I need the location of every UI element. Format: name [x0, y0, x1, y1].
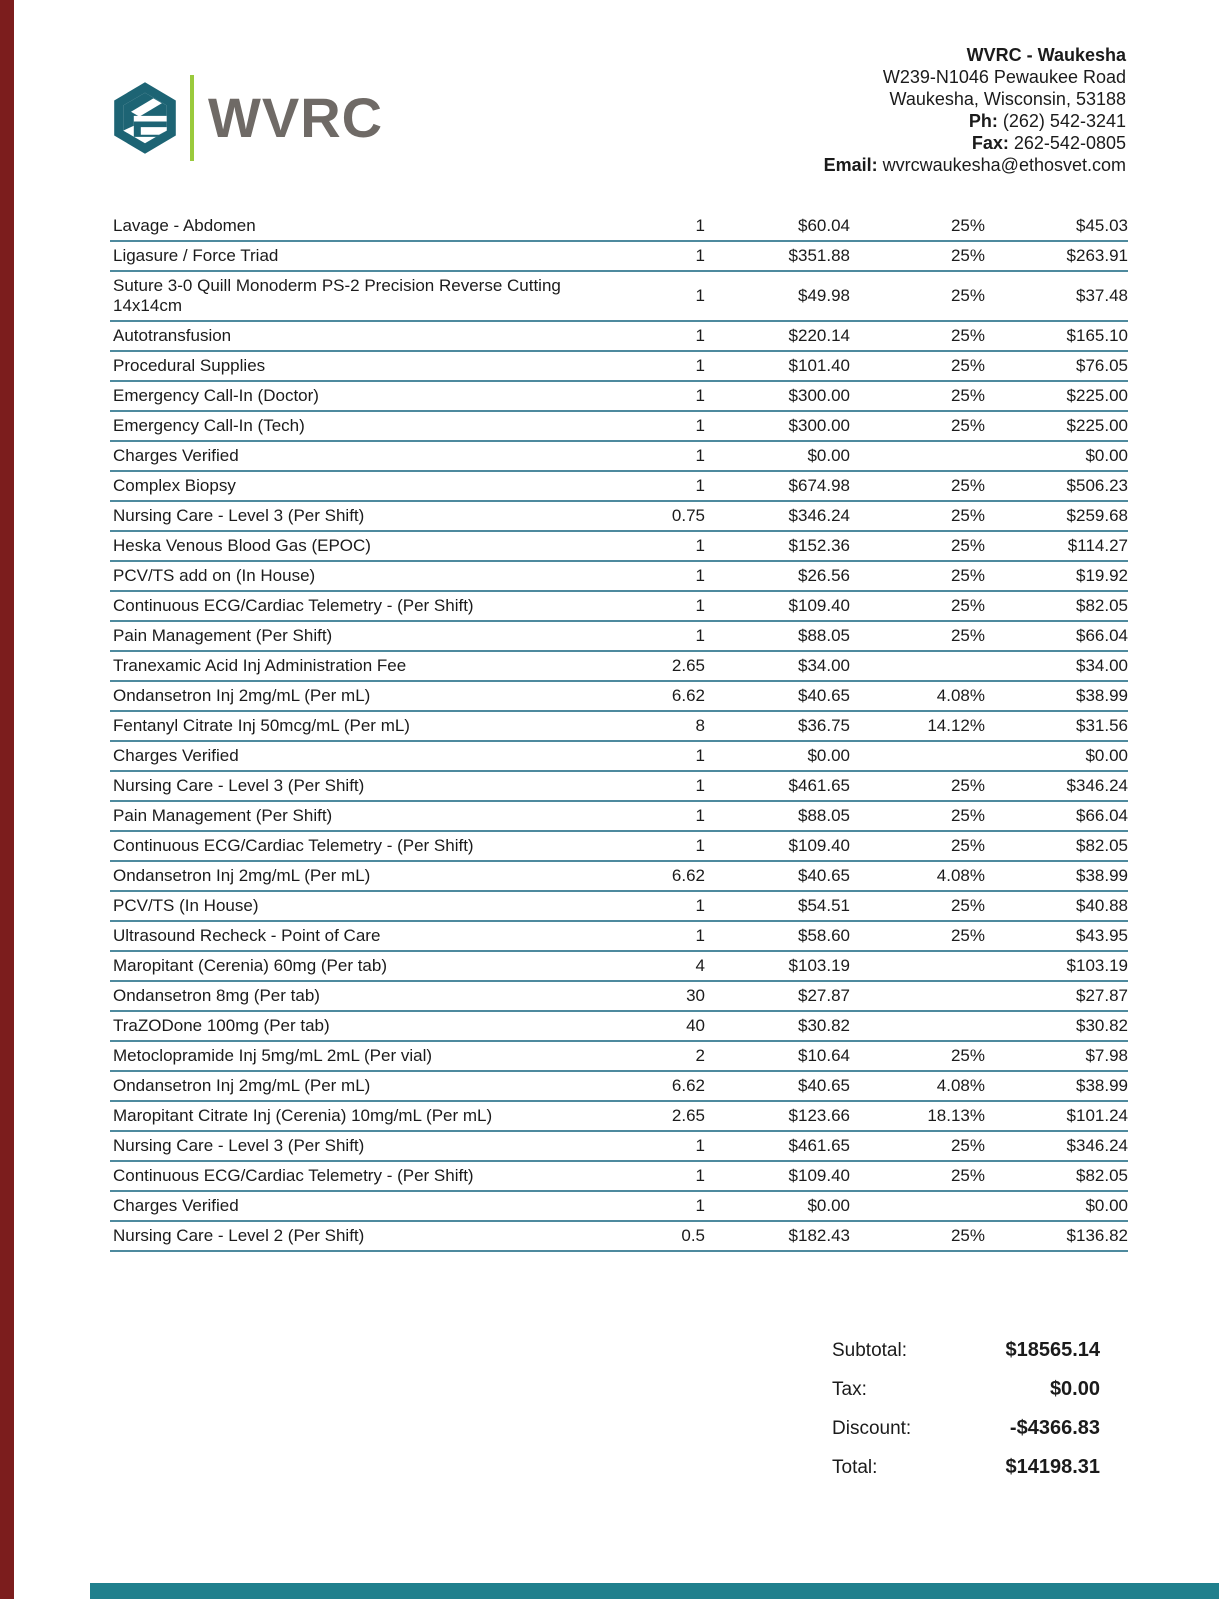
- item-price: $40.65: [798, 866, 850, 885]
- item-description: Pain Management (Per Shift): [113, 806, 333, 825]
- item-price: $220.14: [788, 326, 850, 345]
- item-price: $54.51: [798, 896, 850, 915]
- item-price: $109.40: [788, 836, 850, 855]
- tax-value: $0.00: [1049, 1378, 1100, 1400]
- item-price: $40.65: [798, 686, 850, 705]
- table-row: [110, 742, 1128, 772]
- item-price: $10.64: [798, 1046, 850, 1065]
- item-total: $0.00: [1085, 1196, 1128, 1215]
- table-row: [110, 212, 1128, 242]
- table-row: [110, 352, 1128, 382]
- item-total: $225.00: [1066, 416, 1128, 435]
- item-discount-percent: 25%: [950, 1046, 985, 1065]
- item-total: $37.48: [1076, 286, 1128, 305]
- item-quantity: 1: [695, 926, 705, 945]
- item-description: Emergency Call-In (Tech): [113, 416, 305, 435]
- item-quantity: 1: [695, 746, 705, 765]
- bottom-accent-bar: [90, 1583, 1219, 1599]
- logo-divider: [190, 75, 194, 161]
- item-quantity: 6.62: [671, 1076, 705, 1095]
- item-total: $34.00: [1076, 656, 1128, 675]
- item-discount-percent: 25%: [950, 326, 985, 345]
- item-discount-percent: 25%: [950, 926, 985, 945]
- table-row: [110, 862, 1128, 892]
- item-description: Charges Verified: [113, 1196, 239, 1215]
- item-price: $58.60: [798, 926, 850, 945]
- item-discount-percent: 25%: [950, 566, 985, 585]
- item-quantity: 0.5: [681, 1226, 705, 1245]
- item-description: Ultrasound Recheck - Point of Care: [113, 926, 381, 945]
- item-description: Nursing Care - Level 3 (Per Shift): [113, 776, 365, 795]
- item-price: $0.00: [807, 1196, 850, 1215]
- clinic-email: [824, 154, 1126, 176]
- item-total: $38.99: [1076, 686, 1128, 705]
- invoice-page: [110, 0, 1128, 1496]
- table-row: [110, 1222, 1128, 1252]
- item-discount-percent: 25%: [950, 286, 985, 305]
- item-price: $40.65: [798, 1076, 850, 1095]
- table-row: [110, 1102, 1128, 1132]
- brand-logo: [110, 70, 383, 166]
- item-discount-percent: 25%: [950, 416, 985, 435]
- item-price: $26.56: [798, 566, 850, 585]
- item-total: $38.99: [1076, 866, 1128, 885]
- item-quantity: 1: [695, 566, 705, 585]
- item-description: Lavage - Abdomen: [113, 216, 256, 235]
- item-price: $101.40: [788, 356, 850, 375]
- table-row: [110, 1132, 1128, 1162]
- fax-value: 262-542-0805: [1013, 133, 1126, 153]
- item-quantity: 1: [695, 446, 705, 465]
- item-total: $66.04: [1076, 626, 1128, 645]
- item-description: Suture 3-0 Quill Monoderm PS-2 Precision Reverse Cutting 14x14cm: [113, 276, 561, 315]
- item-price: $88.05: [798, 806, 850, 825]
- item-price: $182.43: [788, 1226, 850, 1245]
- item-discount-percent: 25%: [950, 806, 985, 825]
- item-price: $152.36: [788, 536, 850, 555]
- item-price: $461.65: [788, 776, 850, 795]
- table-row: [110, 652, 1128, 682]
- item-quantity: 1: [695, 246, 705, 265]
- item-total: $27.87: [1076, 986, 1128, 1005]
- table-row: [110, 472, 1128, 502]
- table-row: [110, 532, 1128, 562]
- invoice-header: [110, 44, 1128, 182]
- item-total: $263.91: [1066, 246, 1128, 265]
- item-quantity: 2: [695, 1046, 705, 1065]
- item-price: $49.98: [798, 286, 850, 305]
- phone-label: Ph:: [968, 111, 998, 131]
- summary-total-row: [832, 1457, 1128, 1478]
- subtotal-label: Subtotal:: [832, 1340, 907, 1361]
- item-total: $38.99: [1076, 1076, 1128, 1095]
- item-quantity: 1: [695, 216, 705, 235]
- item-quantity: 30: [686, 986, 705, 1005]
- table-row: [110, 772, 1128, 802]
- table-row: [110, 1042, 1128, 1072]
- email-label: Email:: [823, 155, 878, 175]
- item-description: Continuous ECG/Cardiac Telemetry - (Per Shift): [113, 836, 474, 855]
- item-quantity: 1: [695, 626, 705, 645]
- item-discount-percent: 25%: [950, 216, 985, 235]
- table-row: [110, 982, 1128, 1012]
- item-total: $136.82: [1066, 1226, 1128, 1245]
- item-description: Ondansetron 8mg (Per tab): [113, 986, 320, 1005]
- item-quantity: 1: [695, 836, 705, 855]
- item-discount-percent: 25%: [950, 896, 985, 915]
- clinic-name: WVRC - Waukesha: [966, 45, 1126, 65]
- item-discount-percent: 4.08%: [936, 1076, 985, 1095]
- summary-tax-row: [832, 1379, 1128, 1400]
- item-quantity: 1: [695, 286, 705, 305]
- table-row: [110, 382, 1128, 412]
- item-description: Tranexamic Acid Inj Administration Fee: [113, 656, 407, 675]
- item-description: TraZODone 100mg (Per tab): [113, 1016, 330, 1035]
- item-quantity: 1: [695, 806, 705, 825]
- item-description: Fentanyl Citrate Inj 50mcg/mL (Per mL): [113, 716, 410, 735]
- item-quantity: 6.62: [671, 866, 705, 885]
- clinic-address-line2: Waukesha, Wisconsin, 53188: [889, 89, 1126, 109]
- item-price: $346.24: [788, 506, 850, 525]
- item-quantity: 8: [695, 716, 705, 735]
- clinic-address-line1: W239-N1046 Pewaukee Road: [882, 67, 1126, 87]
- summary-subtotal-row: [832, 1340, 1128, 1361]
- item-quantity: 1: [695, 536, 705, 555]
- item-total: $259.68: [1066, 506, 1128, 525]
- table-row: [110, 922, 1128, 952]
- item-price: $103.19: [788, 956, 850, 975]
- item-description: Ondansetron Inj 2mg/mL (Per mL): [113, 1076, 371, 1095]
- item-price: $0.00: [807, 746, 850, 765]
- item-description: Continuous ECG/Cardiac Telemetry - (Per Shift): [113, 1166, 474, 1185]
- item-discount-percent: 25%: [950, 596, 985, 615]
- item-total: $30.82: [1076, 1016, 1128, 1035]
- table-row: [110, 562, 1128, 592]
- item-discount-percent: 25%: [950, 246, 985, 265]
- item-description: Maropitant (Cerenia) 60mg (Per tab): [113, 956, 388, 975]
- item-quantity: 1: [695, 776, 705, 795]
- clinic-phone: [824, 110, 1126, 132]
- table-row: [110, 622, 1128, 652]
- item-quantity: 1: [695, 326, 705, 345]
- item-quantity: 1: [695, 596, 705, 615]
- summary-block: [832, 1340, 1128, 1478]
- item-discount-percent: 25%: [950, 386, 985, 405]
- item-discount-percent: 25%: [950, 356, 985, 375]
- item-price: $351.88: [788, 246, 850, 265]
- item-total: $506.23: [1066, 476, 1128, 495]
- item-price: $109.40: [788, 596, 850, 615]
- left-accent-stripe: [0, 0, 14, 1599]
- table-row: [110, 1162, 1128, 1192]
- item-quantity: 1: [695, 386, 705, 405]
- item-quantity: 0.75: [671, 506, 705, 525]
- item-description: Charges Verified: [113, 746, 239, 765]
- item-discount-percent: 18.13%: [927, 1106, 985, 1125]
- table-row: [110, 242, 1128, 272]
- table-row: [110, 1072, 1128, 1102]
- item-description: Continuous ECG/Cardiac Telemetry - (Per Shift): [113, 596, 474, 615]
- table-row: [110, 1192, 1128, 1222]
- discount-label: Discount:: [832, 1418, 912, 1439]
- item-total: $76.05: [1076, 356, 1128, 375]
- item-description: Autotransfusion: [113, 326, 232, 345]
- item-quantity: 2.65: [671, 656, 705, 675]
- item-price: $300.00: [788, 416, 850, 435]
- item-price: $0.00: [807, 446, 850, 465]
- item-quantity: 1: [695, 896, 705, 915]
- item-price: $60.04: [798, 216, 850, 235]
- item-discount-percent: 25%: [950, 1166, 985, 1185]
- clinic-contact-block: [824, 44, 1128, 182]
- table-row: [110, 322, 1128, 352]
- brand-name: WVRC: [208, 86, 384, 149]
- item-quantity: 40: [686, 1016, 705, 1035]
- item-discount-percent: 25%: [950, 536, 985, 555]
- item-total: $31.56: [1076, 716, 1128, 735]
- item-price: $300.00: [788, 386, 850, 405]
- item-description: Complex Biopsy: [113, 476, 236, 495]
- item-price: $674.98: [788, 476, 850, 495]
- item-total: $43.95: [1076, 926, 1128, 945]
- table-row: [110, 832, 1128, 862]
- item-total: $7.98: [1085, 1046, 1128, 1065]
- item-quantity: 4: [695, 956, 705, 975]
- item-description: Ligasure / Force Triad: [113, 246, 279, 265]
- item-discount-percent: 4.08%: [936, 686, 985, 705]
- table-row: [110, 952, 1128, 982]
- item-discount-percent: 25%: [950, 476, 985, 495]
- item-quantity: 1: [695, 356, 705, 375]
- item-total: $114.27: [1067, 536, 1128, 555]
- item-discount-percent: 25%: [950, 836, 985, 855]
- table-row: [110, 1012, 1128, 1042]
- item-price: $30.82: [798, 1016, 850, 1035]
- clinic-fax: [824, 132, 1126, 154]
- fax-label: Fax:: [971, 133, 1009, 153]
- email-value: wvrcwaukesha@ethosvet.com: [882, 155, 1126, 175]
- item-quantity: 1: [695, 1196, 705, 1215]
- item-description: Nursing Care - Level 2 (Per Shift): [113, 1226, 365, 1245]
- item-quantity: 1: [695, 476, 705, 495]
- item-discount-percent: 25%: [950, 1136, 985, 1155]
- table-row: [110, 802, 1128, 832]
- discount-value: -$4366.83: [1009, 1417, 1100, 1439]
- total-value: $14198.31: [1005, 1456, 1100, 1478]
- item-price: $27.87: [798, 986, 850, 1005]
- item-description: Heska Venous Blood Gas (EPOC): [113, 536, 371, 555]
- item-total: $45.03: [1076, 216, 1128, 235]
- item-quantity: 1: [695, 1136, 705, 1155]
- item-price: $109.40: [788, 1166, 850, 1185]
- item-description: Ondansetron Inj 2mg/mL (Per mL): [113, 866, 371, 885]
- total-label: Total:: [832, 1457, 878, 1478]
- table-row: [110, 682, 1128, 712]
- item-price: $88.05: [798, 626, 850, 645]
- item-quantity: 2.65: [671, 1106, 705, 1125]
- item-total: $225.00: [1066, 386, 1128, 405]
- table-row: [110, 442, 1128, 472]
- item-total: $66.04: [1076, 806, 1128, 825]
- subtotal-value: $18565.14: [1005, 1339, 1100, 1361]
- table-row: [110, 712, 1128, 742]
- item-total: $165.10: [1066, 326, 1128, 345]
- item-discount-percent: 4.08%: [936, 866, 985, 885]
- item-total: $82.05: [1076, 596, 1128, 615]
- item-description: PCV/TS (In House): [113, 896, 259, 915]
- item-total: $0.00: [1085, 746, 1128, 765]
- item-price: $36.75: [798, 716, 850, 735]
- table-row: [110, 502, 1128, 532]
- item-discount-percent: 25%: [950, 776, 985, 795]
- item-discount-percent: 25%: [950, 626, 985, 645]
- item-total: $346.24: [1066, 1136, 1128, 1155]
- tax-label: Tax:: [832, 1379, 867, 1400]
- item-total: $19.92: [1076, 566, 1128, 585]
- item-description: Emergency Call-In (Doctor): [113, 386, 319, 405]
- table-row: [110, 592, 1128, 622]
- item-discount-percent: 14.12%: [927, 716, 985, 735]
- item-description: Procedural Supplies: [113, 356, 266, 375]
- table-row: [110, 892, 1128, 922]
- item-total: $101.24: [1066, 1106, 1128, 1125]
- item-quantity: 1: [695, 1166, 705, 1185]
- table-row: [110, 272, 1128, 322]
- item-total: $82.05: [1076, 836, 1128, 855]
- charges-table: [110, 212, 1128, 1252]
- item-description: Nursing Care - Level 3 (Per Shift): [113, 1136, 365, 1155]
- item-description: Maropitant Citrate Inj (Cerenia) 10mg/mL (Per mL): [113, 1106, 493, 1125]
- phone-value: (262) 542-3241: [1002, 111, 1126, 131]
- item-description: Ondansetron Inj 2mg/mL (Per mL): [113, 686, 371, 705]
- item-description: Charges Verified: [113, 446, 239, 465]
- item-total: $82.05: [1076, 1166, 1128, 1185]
- item-description: Metoclopramide Inj 5mg/mL 2mL (Per vial): [113, 1046, 433, 1065]
- item-price: $34.00: [798, 656, 850, 675]
- item-price: $123.66: [788, 1106, 850, 1125]
- item-price: $461.65: [788, 1136, 850, 1155]
- item-description: PCV/TS add on (In House): [113, 566, 316, 585]
- table-row: [110, 412, 1128, 442]
- item-total: $0.00: [1085, 446, 1128, 465]
- item-quantity: 1: [695, 416, 705, 435]
- item-quantity: 6.62: [671, 686, 705, 705]
- item-total: $346.24: [1066, 776, 1128, 795]
- item-discount-percent: 25%: [950, 506, 985, 525]
- item-total: $40.88: [1076, 896, 1128, 915]
- item-total: $103.19: [1066, 956, 1128, 975]
- item-description: Nursing Care - Level 3 (Per Shift): [113, 506, 365, 525]
- ethos-hexagon-e-icon: [110, 79, 180, 157]
- item-discount-percent: 25%: [950, 1226, 985, 1245]
- summary-discount-row: [832, 1418, 1128, 1439]
- item-description: Pain Management (Per Shift): [113, 626, 333, 645]
